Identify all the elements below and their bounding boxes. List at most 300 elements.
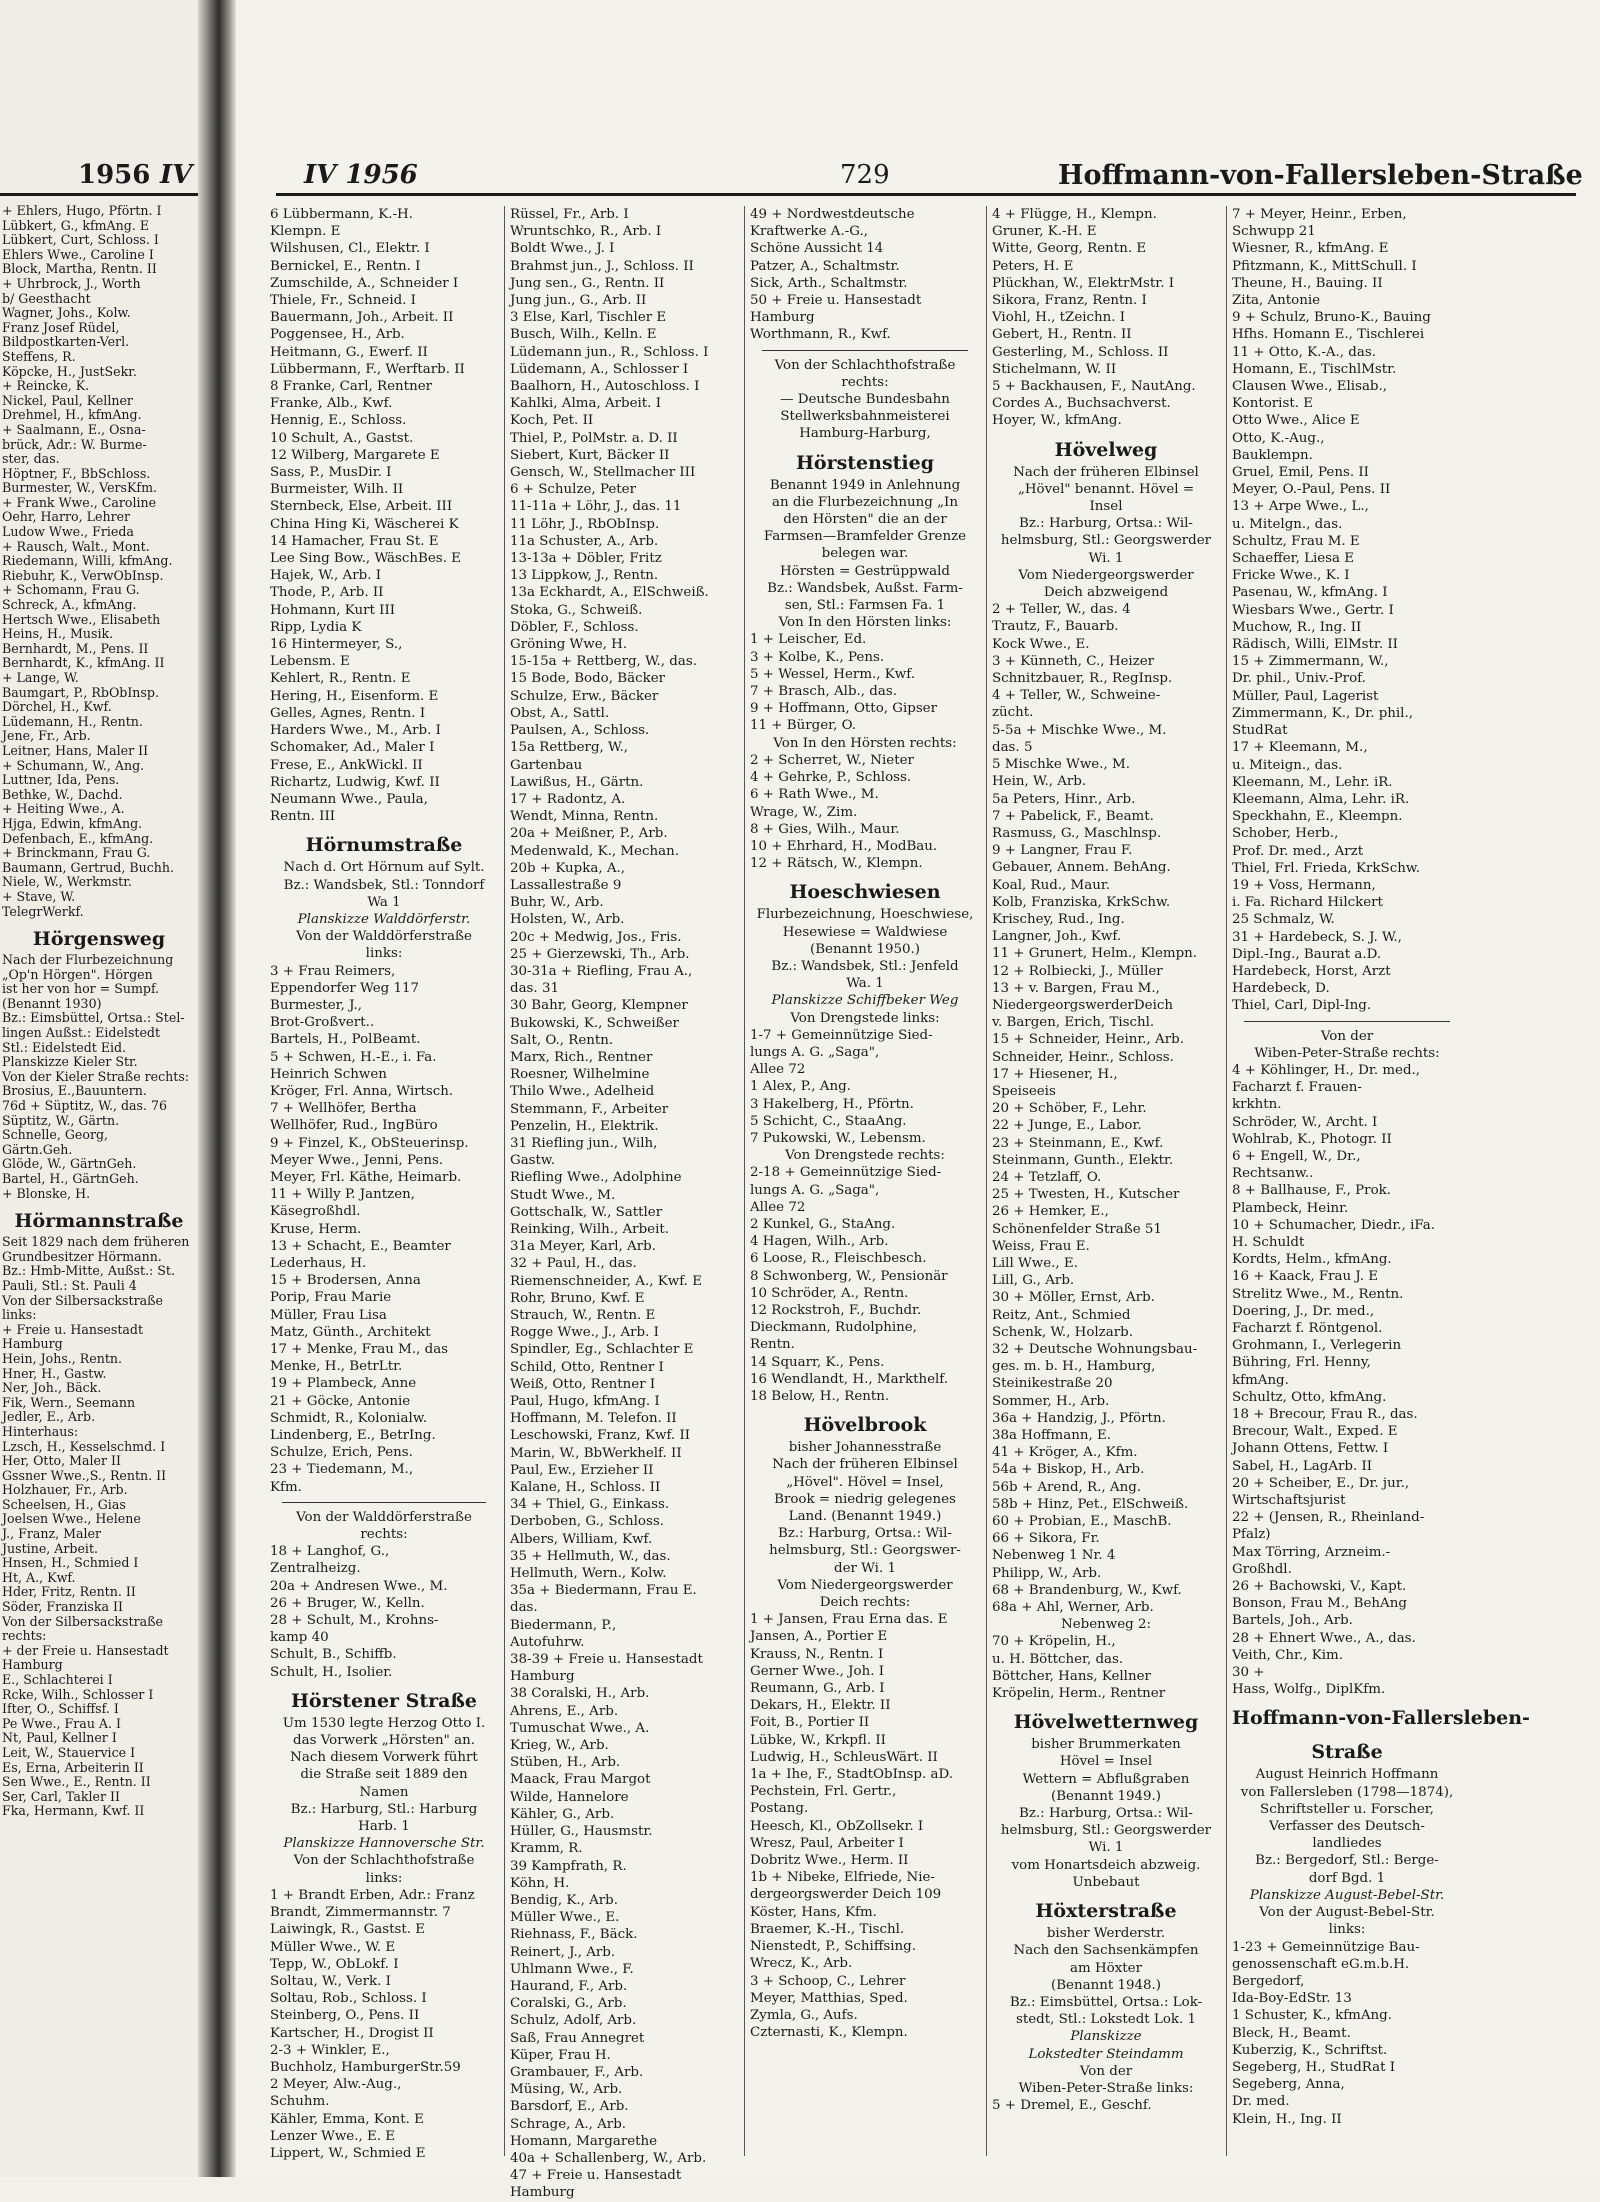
directory-entry: Allee 72 bbox=[750, 1199, 806, 1215]
directory-entry: + Schomann, Frau G. bbox=[2, 582, 140, 598]
directory-entry: 8 + Ballhause, F., Prok. bbox=[1232, 1183, 1391, 1199]
directory-entry: Hfhs. Homann E., Tischlerei bbox=[1232, 327, 1425, 343]
street-note: belegen war. bbox=[821, 546, 909, 562]
directory-entry: Strelitz Wwe., M., Rentn. bbox=[1232, 1286, 1404, 1302]
directory-entry: 17 + Radontz, A. bbox=[510, 791, 626, 807]
directory-entry: 18 + Brecour, Frau R., das. bbox=[1232, 1407, 1418, 1423]
directory-entry: 3 + Künneth, C., Heizer bbox=[992, 653, 1155, 669]
directory-entry: Kartscher, H., Drogist II bbox=[270, 2025, 434, 2041]
directory-entry: Salt, O., Rentn. bbox=[510, 1032, 614, 1048]
directory-entry: Wiesbars Wwe., Gertr. I bbox=[1232, 602, 1394, 618]
street-heading: Hörstenstieg bbox=[795, 451, 935, 474]
directory-entry: Schreck, A., kfmAng. bbox=[2, 597, 137, 613]
directory-entry: Thiel, Carl, Dipl-Ing. bbox=[1232, 998, 1372, 1014]
directory-entry: Prof. Dr. med., Arzt bbox=[1232, 843, 1364, 859]
directory-entry: Hüller, G., Hausmstr. bbox=[510, 1824, 653, 1840]
directory-entry: Schulz, Adolf, Arb. bbox=[510, 2013, 637, 2029]
directory-entry: 10 Schult, A., Gastst. bbox=[270, 430, 414, 446]
directory-entry: genossenschaft eG.m.b.H. bbox=[1232, 1956, 1410, 1972]
directory-entry: 22 + (Jensen, R., Rheinland- bbox=[1232, 1510, 1425, 1526]
map-reference: Planskizze Hannoversche Str. bbox=[283, 1836, 485, 1852]
column-divider bbox=[1226, 206, 1227, 2156]
directory-entry: Buchholz, HamburgerStr.59 bbox=[270, 2059, 461, 2075]
directory-entry: Her, Otto, Maler II bbox=[2, 1453, 121, 1469]
directory-entry: Stichelmann, W. II bbox=[992, 361, 1117, 377]
directory-entry: Worthmann, R., Kwf. bbox=[750, 327, 891, 343]
street-note: Von der Schlachthofstraße bbox=[774, 357, 956, 373]
directory-entry: Buhr, W., Arb. bbox=[510, 895, 604, 911]
directory-entry: Küper, Frau H. bbox=[510, 2047, 611, 2063]
column-divider bbox=[986, 206, 987, 2156]
directory-entry: Käsegroßhdl. bbox=[270, 1204, 361, 1220]
directory-entry: 7 Pukowski, W., Lebensm. bbox=[750, 1130, 926, 1146]
directory-entry: Bleck, H., Beamt. bbox=[1232, 2025, 1351, 2041]
directory-entry: Stüben, H., Arb. bbox=[510, 1755, 621, 1771]
directory-entry: 1a + Ihe, F., StadtObInsp. aD. bbox=[750, 1767, 953, 1783]
directory-entry: Lübkert, Curt, Schloss. I bbox=[2, 232, 159, 248]
directory-entry: Wresz, Paul, Arbeiter I bbox=[750, 1835, 904, 1851]
directory-entry: Grundbesitzer Hörmann. bbox=[2, 1248, 162, 1264]
street-note: rechts: bbox=[841, 374, 889, 390]
directory-entry: 11 + Willy P. Jantzen, bbox=[270, 1187, 415, 1203]
street-note: helmsburg, Stl.: Georgswer- bbox=[769, 1543, 961, 1559]
street-note: bisher Werderstr. bbox=[1046, 1926, 1166, 1942]
directory-entry: Franke, Alb., Kwf. bbox=[270, 396, 393, 412]
directory-entry: u. H. Böttcher, das. bbox=[992, 1651, 1124, 1667]
street-note: Von In den Hörsten links: bbox=[778, 615, 952, 631]
directory-entry: links: bbox=[2, 1307, 37, 1323]
directory-entry: Homann, Margarethe bbox=[510, 2133, 658, 2149]
directory-entry: Kfm. bbox=[270, 1479, 302, 1495]
directory-entry: Zumschilde, A., Schneider I bbox=[270, 275, 459, 291]
directory-entry: Kröger, Frl. Anna, Wirtsch. bbox=[270, 1083, 454, 1099]
directory-entry: Schomaker, Ad., Maler I bbox=[270, 740, 435, 756]
directory-entry: + Freie u. Hansestadt bbox=[2, 1321, 144, 1337]
directory-entry: Hellmuth, Wern., Kolw. bbox=[510, 1566, 667, 1582]
directory-entry: 25 Schmalz, W. bbox=[1232, 912, 1335, 928]
directory-entry: Neumann Wwe., Paula, bbox=[270, 791, 428, 807]
directory-entry: + Rausch, Walt., Mont. bbox=[2, 538, 150, 554]
directory-entry: 17 + Kleemann, M., bbox=[1232, 740, 1368, 756]
directory-entry: StudRat bbox=[1232, 723, 1288, 739]
directory-entry: Höptner, F., BbSchloss. bbox=[2, 465, 151, 481]
map-reference: Planskizze Walddörferstr. bbox=[297, 911, 471, 927]
directory-entry: Wilshusen, Cl., Elektr. I bbox=[270, 241, 430, 257]
street-note: die Straße seit 1889 den bbox=[300, 1767, 468, 1783]
directory-entry: 2-18 + Gemeinnützige Sied- bbox=[750, 1165, 942, 1181]
directory-entry: Saß, Frau Annegret bbox=[510, 2030, 645, 2046]
directory-entry: Menke, H., BetrLtr. bbox=[270, 1359, 403, 1375]
street-note: Von der bbox=[1320, 1028, 1374, 1044]
directory-entry: Spindler, Eg., Schlachter E bbox=[510, 1342, 694, 1358]
directory-entry: 19 + Plambeck, Anne bbox=[270, 1376, 417, 1392]
directory-entry: Baalhorn, H., Autoschloss. I bbox=[510, 379, 700, 395]
directory-entry: Lill, G., Arb. bbox=[992, 1273, 1075, 1289]
street-note: Um 1530 legte Herzog Otto I. bbox=[282, 1715, 486, 1731]
directory-entry: Planskizze Kieler Str. bbox=[2, 1054, 138, 1070]
directory-entry: Poggensee, H., Arb. bbox=[270, 327, 405, 343]
directory-entry: Fik, Wern., Seemann bbox=[2, 1394, 136, 1410]
street-note: Land. (Benannt 1949.) bbox=[788, 1509, 942, 1525]
directory-entry: Schaeffer, Liesa E bbox=[1232, 551, 1355, 567]
directory-entry: Bz.: Hmb-Mitte, Außst.: St. bbox=[2, 1263, 175, 1279]
directory-entry: Ht, A., Kwf. bbox=[2, 1569, 76, 1585]
directory-entry: Homann, E., TischlMstr. bbox=[1232, 361, 1397, 377]
directory-entry: Kordts, Helm., kfmAng. bbox=[1232, 1252, 1392, 1268]
directory-entry: Schnitzbauer, R., RegInsp. bbox=[992, 671, 1173, 687]
directory-entry: Schmidt, R., Kolonialw. bbox=[270, 1410, 427, 1426]
directory-entry: Rasmuss, G., Maschlnsp. bbox=[992, 825, 1162, 841]
street-heading: Hoffmann-von-Fallersleben- bbox=[1232, 1707, 1530, 1730]
directory-entry: Nach der Flurbezeichnung bbox=[2, 952, 174, 968]
directory-entry: Ner, Joh., Bäck. bbox=[2, 1380, 102, 1396]
directory-entry: Weiss, Frau E. bbox=[992, 1238, 1090, 1254]
directory-entry: Johann Ottens, Fettw. I bbox=[1232, 1441, 1389, 1457]
directory-entry: Biedermann, P., bbox=[510, 1617, 617, 1633]
directory-entry: Kraftwerke A.-G., bbox=[750, 224, 868, 240]
street-note: Vom Niedergeorgswerder bbox=[777, 1577, 953, 1593]
directory-entry: Franz Josef Rüdel, bbox=[2, 319, 120, 335]
directory-entry: Schröder, W., Archt. I bbox=[1232, 1114, 1378, 1130]
directory-entry: Otto Wwe., Alice E bbox=[1232, 413, 1360, 429]
directory-entry: 12 + Rätsch, W., Klempn. bbox=[750, 856, 923, 872]
directory-entry: Nienstedt, P., Schiffsing. bbox=[750, 1939, 916, 1955]
directory-entry: 24 + Tetzlaff, O. bbox=[992, 1169, 1102, 1185]
street-note: Von der Walddörferstraße bbox=[296, 929, 472, 945]
directory-entry: Speckhahn, E., Kleempn. bbox=[1232, 809, 1403, 825]
directory-entry: 17 + Hiesener, H., bbox=[992, 1066, 1118, 1082]
directory-entry: Hein, W., Arb. bbox=[992, 774, 1087, 790]
directory-entry: 20b + Kupka, A., bbox=[510, 860, 626, 876]
directory-entry: Eppendorfer Weg 117 bbox=[270, 980, 420, 996]
directory-entry: 13 + Schacht, E., Beamter bbox=[270, 1238, 451, 1254]
directory-entry: Hjga, Edwin, kfmAng. bbox=[2, 815, 143, 831]
directory-entry: Rentn. bbox=[750, 1337, 795, 1353]
directory-entry: Roesner, Wilhelmine bbox=[510, 1067, 650, 1083]
street-heading: Hövelwetternweg bbox=[1013, 1711, 1199, 1734]
directory-entry: Coralski, G., Arb. bbox=[510, 1996, 627, 2012]
directory-entry: Klein, H., Ing. II bbox=[1232, 2111, 1342, 2127]
directory-entry: Bukowski, K., Schweißer bbox=[510, 1015, 679, 1031]
street-note: Wi. 1 bbox=[1088, 550, 1124, 566]
street-note: „Hövel" benannt. Hövel = bbox=[1017, 481, 1195, 497]
directory-entry: Bz.: Eimsbüttel, Ortsa.: Stel- bbox=[2, 1010, 185, 1026]
street-note: Farmsen—Bramfelder Grenze bbox=[763, 529, 967, 545]
street-note: (Benannt 1949.) bbox=[1050, 1788, 1162, 1804]
street-note: Schriftsteller u. Forscher, bbox=[1260, 1801, 1434, 1817]
street-note: Harb. 1 bbox=[358, 1819, 410, 1835]
section-rule bbox=[1244, 1021, 1450, 1022]
directory-entry: Thiel, Frl. Frieda, KrkSchw. bbox=[1232, 860, 1420, 876]
directory-entry: Lassallestraße 9 bbox=[510, 877, 622, 893]
directory-entry: Köster, Hans, Kfm. bbox=[750, 1904, 877, 1920]
street-heading: Hörnumstraße bbox=[305, 834, 463, 857]
directory-entry: u. Mitelgn., das. bbox=[1232, 516, 1343, 532]
directory-entry: Schenk, W., Holzarb. bbox=[992, 1324, 1133, 1340]
directory-entry: Barsdorf, E., Arb. bbox=[510, 2099, 629, 2115]
directory-entry: Schultz, Otto, kfmAng. bbox=[1232, 1389, 1387, 1405]
directory-entry: 21 + Göcke, Antonie bbox=[270, 1393, 411, 1409]
street-note: Brook = niedrig gelegenes bbox=[774, 1491, 956, 1507]
directory-entry: 14 Squarr, K., Pens. bbox=[750, 1354, 885, 1370]
directory-entry: Köpcke, H., JustSekr. bbox=[2, 363, 137, 379]
street-note: bisher Johannesstraße bbox=[788, 1440, 942, 1456]
directory-entry: 15 Bode, Bodo, Bäcker bbox=[510, 671, 666, 687]
street-note: stedt, Stl.: Lokstedt Lok. 1 bbox=[1015, 2012, 1197, 2028]
directory-entry: Stoka, G., Schweiß. bbox=[510, 602, 643, 618]
directory-entry: H. Schuldt bbox=[1232, 1234, 1305, 1250]
directory-entry: Langner, Joh., Kwf. bbox=[992, 929, 1122, 945]
directory-entry: Baumgart, P., RbObInsp. bbox=[2, 684, 159, 700]
directory-entry: Rüssel, Fr., Arb. I bbox=[510, 207, 629, 222]
directory-entry: Schult, H., Isolier. bbox=[270, 1664, 393, 1680]
directory-entry: Wilde, Hannelore bbox=[510, 1789, 629, 1805]
directory-entry: Schönenfelder Straße 51 bbox=[992, 1221, 1162, 1237]
street-note: helmsburg, Stl.: Georgswerder bbox=[1000, 1823, 1212, 1839]
directory-entry: Rädisch, Willi, ElMstr. II bbox=[1232, 637, 1398, 653]
directory-entry: 5 + Wessel, Herm., Kwf. bbox=[750, 666, 915, 682]
directory-entry: Kehlert, R., Rentn. E bbox=[270, 671, 411, 687]
street-note: links: bbox=[1328, 1922, 1366, 1938]
directory-entry: Hamburg bbox=[2, 1336, 63, 1352]
directory-entry: Ifter, O., Schiffsf. I bbox=[2, 1701, 119, 1717]
directory-entry: b/ Geesthacht bbox=[2, 290, 91, 306]
directory-entry: Schober, Herb., bbox=[1232, 826, 1339, 842]
directory-entry: 4 + Köhlinger, H., Dr. med., bbox=[1232, 1062, 1421, 1078]
directory-entry: Meyer Wwe., Jenni, Pens. bbox=[270, 1152, 444, 1168]
directory-entry: 30 + bbox=[1232, 1665, 1265, 1681]
column-3 bbox=[750, 206, 980, 2156]
directory-entry: 41 + Kröger, A., Kfm. bbox=[992, 1445, 1138, 1461]
directory-entry: Müller, Paul, Lagerist bbox=[1232, 688, 1379, 704]
directory-entry: Köhn, H. bbox=[510, 1875, 570, 1891]
directory-entry: Krischey, Rud., Ing. bbox=[992, 911, 1125, 927]
directory-entry: Paul, Ew., Erzieher II bbox=[510, 1462, 654, 1478]
directory-entry: kamp 40 bbox=[270, 1630, 329, 1646]
directory-entry: Nickel, Paul, Kellner bbox=[2, 392, 133, 408]
street-note: Vom Niedergeorgswerder bbox=[1018, 567, 1194, 583]
directory-entry: + Ehlers, Hugo, Pförtn. I bbox=[2, 203, 162, 218]
left-header-rule bbox=[0, 193, 198, 196]
street-note: der Wi. 1 bbox=[834, 1560, 896, 1576]
directory-entry: Jung jun., G., Arb. II bbox=[510, 293, 647, 309]
directory-entry: Kalane, H., Schloss. II bbox=[510, 1480, 661, 1496]
left-page-section: IV bbox=[160, 160, 193, 190]
directory-entry: Süptitz, W., Gärtn. bbox=[2, 1112, 120, 1128]
directory-entry: J., Franz, Maler bbox=[2, 1526, 102, 1542]
directory-entry: Burmeister, Wilh. II bbox=[270, 482, 404, 498]
directory-entry: Es, Erna, Arbeiterin II bbox=[2, 1759, 144, 1775]
directory-entry: 32 + Deutsche Wohnungsbau- bbox=[992, 1342, 1198, 1357]
directory-entry: + Uhrbrock, J., Worth bbox=[2, 275, 141, 291]
street-heading: Höxterstraße bbox=[1035, 1900, 1177, 1923]
column-divider bbox=[504, 206, 505, 2156]
directory-entry: Laiwingk, R., Gastst. E bbox=[270, 1922, 426, 1938]
directory-entry: Harders Wwe., M., Arb. I bbox=[270, 723, 441, 739]
directory-entry: Rogge Wwe., J., Arb. I bbox=[510, 1325, 659, 1341]
directory-entry: Lüdemann jun., R., Schloss. I bbox=[510, 344, 709, 360]
directory-entry: 38a Hoffmann, E. bbox=[992, 1428, 1112, 1444]
directory-entry: 31 Riefling jun., Wilh, bbox=[510, 1135, 658, 1151]
directory-entry: 28 + Schult, M., Krohns- bbox=[270, 1613, 439, 1629]
directory-entry: 3 + Schoop, C., Lehrer bbox=[750, 1973, 906, 1989]
street-note: August Heinrich Hoffmann bbox=[1255, 1767, 1439, 1783]
directory-entry: Burmester, J., bbox=[270, 997, 362, 1013]
directory-entry: Schultz, Frau M. E bbox=[1232, 533, 1360, 549]
directory-entry: Klempn. E bbox=[270, 224, 341, 240]
street-note: (Benannt 1950.) bbox=[809, 941, 921, 957]
directory-entry: ist her von hor = Sumpf. bbox=[2, 981, 160, 997]
directory-entry: 31a Meyer, Karl, Arb. bbox=[510, 1239, 656, 1255]
directory-entry: Lebensm. E bbox=[270, 654, 350, 670]
directory-entry: Hder, Fritz, Rentn. II bbox=[2, 1584, 136, 1600]
directory-entry: Meyer, O.-Paul, Pens. II bbox=[1232, 482, 1391, 498]
directory-entry: dergeorgswerder Deich 109 bbox=[750, 1887, 942, 1903]
directory-entry: Siebert, Kurt, Bäcker II bbox=[510, 447, 670, 463]
directory-entry: Wrage, W., Zim. bbox=[750, 804, 858, 820]
directory-entry: Max Törring, Arzneim.- bbox=[1232, 1544, 1391, 1560]
directory-entry: 5-5a + Mischke Wwe., M. bbox=[992, 722, 1167, 738]
directory-entry: 5a Peters, Hinr., Arb. bbox=[992, 791, 1136, 807]
directory-entry: rechts: bbox=[2, 1628, 47, 1644]
directory-entry: Hass, Wolfg., DiplKfm. bbox=[1232, 1682, 1386, 1698]
street-note: rechts: bbox=[360, 1527, 408, 1543]
directory-entry: 54a + Biskop, H., Arb. bbox=[992, 1462, 1145, 1478]
directory-entry: 7 + Wellhöfer, Bertha bbox=[270, 1101, 417, 1117]
directory-entry: 2 Meyer, Alw.-Aug., bbox=[270, 2077, 402, 2093]
directory-entry: Facharzt f. Röntgenol. bbox=[1232, 1321, 1383, 1336]
directory-entry: Albers, William, Kwf. bbox=[510, 1531, 653, 1547]
directory-entry: + Brinckmann, Frau G. bbox=[2, 845, 151, 861]
header-rule bbox=[276, 193, 1576, 196]
directory-entry: Schuhm. bbox=[270, 2094, 330, 2110]
directory-entry: Ehlers Wwe., Caroline I bbox=[2, 246, 154, 262]
directory-entry: 5 Mischke Wwe., M. bbox=[992, 757, 1130, 773]
directory-entry: 35 + Hellmuth, W., das. bbox=[510, 1548, 671, 1564]
column-divider bbox=[744, 206, 745, 2156]
directory-entry: 3 Else, Karl, Tischler E bbox=[510, 310, 667, 326]
directory-entry: Joelsen Wwe., Helene bbox=[2, 1511, 141, 1527]
page-number: 729 bbox=[840, 160, 890, 190]
directory-entry: Pauli, Stl.: St. Pauli 4 bbox=[2, 1277, 137, 1293]
directory-entry: 36a + Handzig, J., Pförtn. bbox=[992, 1410, 1166, 1426]
directory-entry: Sommer, H., Arb. bbox=[992, 1393, 1110, 1409]
directory-entry: 26 + Bruger, W., Kelln. bbox=[270, 1595, 425, 1611]
directory-entry: Plambeck, Heinr. bbox=[1232, 1200, 1349, 1216]
directory-entry: Hennig, E., Schloss. bbox=[270, 413, 407, 429]
directory-entry: Bendig, K., Arb. bbox=[510, 1892, 619, 1908]
directory-entry: Marin, W., BbWerkhelf. II bbox=[510, 1445, 682, 1461]
map-reference: Lokstedter Steindamm bbox=[1028, 2046, 1184, 2062]
directory-entry: Riebuhr, K., VerwObInsp. bbox=[2, 567, 164, 583]
directory-entry: das. 31 bbox=[510, 981, 559, 997]
directory-entry: Thiele, Fr., Schneid. I bbox=[270, 293, 416, 309]
directory-entry: + der Freie u. Hansestadt bbox=[2, 1642, 169, 1658]
directory-entry: Heinrich Schwen bbox=[270, 1066, 387, 1082]
directory-entry: Rohr, Bruno, Kwf. E bbox=[510, 1290, 645, 1306]
directory-entry: Sen Wwe., E., Rentn. II bbox=[2, 1774, 151, 1790]
directory-entry: Brosius, E.,Bauuntern. bbox=[2, 1083, 147, 1099]
directory-entry: Frese, E., AnkWickl. II bbox=[270, 757, 423, 773]
directory-entry: Hamburg bbox=[750, 310, 815, 326]
directory-entry: 6 Lübbermann, K.-H. bbox=[270, 207, 413, 222]
street-note: Bz.: Wandsbek, Stl.: Tonndorf bbox=[283, 877, 485, 893]
directory-entry: 11a Schuster, A., Arb. bbox=[510, 533, 659, 549]
street-note: Nach der früheren Elbinsel bbox=[1013, 464, 1199, 480]
directory-entry: Busch, Wilh., Kelln. E bbox=[510, 327, 657, 343]
street-note: Nebenweg 2: bbox=[1060, 1617, 1151, 1633]
directory-entry: China Hing Ki, Wäscherei K bbox=[270, 516, 459, 532]
directory-entry: Hamburg bbox=[2, 1657, 63, 1673]
street-note: Von der Walddörferstraße bbox=[296, 1509, 472, 1525]
directory-entry: + Blonske, H. bbox=[2, 1185, 91, 1201]
directory-entry: Rcke, Wilh., Schlosser I bbox=[2, 1686, 154, 1702]
directory-entry: Koal, Rud., Maur. bbox=[992, 877, 1111, 893]
directory-entry: Weiß, Otto, Rentner I bbox=[510, 1376, 656, 1392]
directory-entry: 7 + Brasch, Alb., das. bbox=[750, 684, 897, 700]
directory-entry: Lindenberg, E., BetrIng. bbox=[270, 1428, 436, 1444]
directory-entry: Scheelsen, H., Gias bbox=[2, 1496, 126, 1512]
directory-entry: Dörchel, H., Kwf. bbox=[2, 699, 112, 715]
directory-entry: 58b + Hinz, Pet., ElSchweiß. bbox=[992, 1496, 1189, 1512]
directory-entry: Richartz, Ludwig, Kwf. II bbox=[270, 774, 440, 790]
directory-entry: 16 + Kaack, Frau J. E bbox=[1232, 1269, 1379, 1285]
directory-entry: 56b + Arend, R., Ang. bbox=[992, 1479, 1142, 1495]
directory-entry: Bergedorf, bbox=[1232, 1973, 1305, 1989]
street-note: Bz.: Wandsbek, Stl.: Jenfeld bbox=[771, 958, 959, 974]
left-page-column bbox=[2, 204, 196, 2154]
street-note: von Fallersleben (1798—1874), bbox=[1240, 1784, 1454, 1800]
directory-entry: Brot-Großvert.. bbox=[270, 1015, 375, 1031]
directory-entry: Hardebeck, Horst, Arzt bbox=[1232, 963, 1391, 979]
directory-entry: 22 + Junge, E., Labor. bbox=[992, 1118, 1142, 1134]
street-note: Stellwerksbahnmeisterei bbox=[780, 409, 950, 425]
directory-entry: Wruntschko, R., Arb. I bbox=[510, 224, 662, 240]
directory-entry: Brahmst jun., J., Schloss. II bbox=[510, 258, 694, 274]
directory-entry: Pfalz) bbox=[1232, 1527, 1271, 1543]
directory-entry: Lippert, W., Schmied E bbox=[270, 2145, 426, 2161]
directory-entry: 60 + Probian, E., MaschB. bbox=[992, 1514, 1172, 1530]
directory-entry: 13 Lippkow, J., Rentn. bbox=[510, 568, 659, 584]
directory-entry: Heins, H., Musik. bbox=[2, 626, 114, 642]
directory-entry: Kleemann, Alma, Lehr. iR. bbox=[1232, 791, 1410, 807]
directory-entry: 11 + Otto, K.-A., das. bbox=[1232, 344, 1376, 360]
directory-entry: Kleemann, M., Lehr. iR. bbox=[1232, 774, 1393, 790]
directory-entry: + Schumann, W., Ang. bbox=[2, 757, 145, 773]
directory-entry: Foit, B., Portier II bbox=[750, 1715, 870, 1731]
directory-entry: Leitner, Hans, Maler II bbox=[2, 742, 149, 758]
directory-entry: (Benannt 1930) bbox=[2, 995, 102, 1011]
directory-entry: 12 + Rolbiecki, J., Müller bbox=[992, 963, 1163, 979]
directory-entry: Wendt, Minna, Rentn. bbox=[510, 809, 659, 825]
directory-entry: Tepp, W., ObLokf. I bbox=[270, 1956, 399, 1972]
directory-entry: kfmAng. bbox=[1232, 1372, 1289, 1388]
map-reference: Planskizze Schiffbeker Weg bbox=[771, 993, 959, 1009]
directory-entry: 40a + Schallenberg, W., Arb. bbox=[510, 2150, 707, 2166]
street-note: landliedes bbox=[1312, 1836, 1382, 1852]
directory-entry: 13a Eckhardt, A., ElSchweiß. bbox=[510, 585, 709, 601]
directory-entry: Gröning Wwe, H. bbox=[510, 637, 628, 653]
directory-entry: ges. m. b. H., Hamburg, bbox=[992, 1359, 1156, 1375]
directory-entry: Ser, Carl, Takler II bbox=[2, 1788, 120, 1804]
street-note: Unbebaut bbox=[1072, 1874, 1140, 1890]
directory-entry: 66 + Sikora, Fr. bbox=[992, 1531, 1100, 1547]
directory-entry: Block, Martha, Rentn. II bbox=[2, 261, 157, 277]
directory-entry: Schult, B., Schiffb. bbox=[270, 1647, 397, 1663]
directory-entry: Glöde, W., GärtnGeh. bbox=[2, 1156, 137, 1172]
column-5 bbox=[1232, 206, 1530, 2156]
directory-entry: Ahrens, E., Arb. bbox=[510, 1703, 619, 1719]
